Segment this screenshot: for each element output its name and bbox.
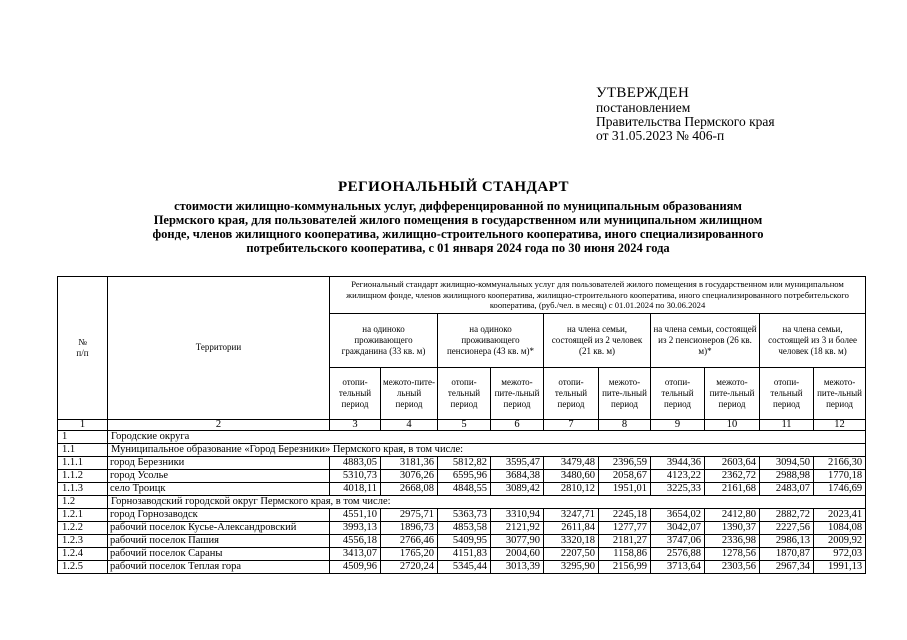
column-number-row <box>58 419 866 430</box>
value-cell: 1870,87 <box>760 547 814 560</box>
row-code: 1.2 <box>58 495 108 508</box>
row-territory: Муниципальное образование «Город Березники» Пермского края, в том числе: <box>108 443 866 456</box>
row-territory: село Троицк <box>108 482 330 495</box>
value-cell: 3684,38 <box>491 469 544 482</box>
value-cell: 3094,50 <box>760 456 814 469</box>
document-title: РЕГИОНАЛЬНЫЙ СТАНДАРТ <box>337 179 570 195</box>
value-cell: 2121,92 <box>491 521 544 534</box>
value-cell: 1390,37 <box>705 521 760 534</box>
table-row <box>58 508 866 521</box>
row-code: 1.2.1 <box>58 508 108 521</box>
value-cell: 4883,05 <box>330 456 381 469</box>
value-cell: 3076,26 <box>381 469 438 482</box>
header-interheating-period: межото-пите-льный период <box>599 367 651 419</box>
value-cell: 4123,22 <box>651 469 705 482</box>
header-heating-period: отопи-тельный период <box>544 367 599 419</box>
tariff-table-body <box>58 430 866 573</box>
value-cell: 2603,64 <box>705 456 760 469</box>
value-cell: 2988,98 <box>760 469 814 482</box>
value-cell: 2362,72 <box>705 469 760 482</box>
value-cell: 1278,56 <box>705 547 760 560</box>
header-heating-period: отопи-тельный период <box>651 367 705 419</box>
value-cell: 5345,44 <box>438 560 491 573</box>
table-row <box>58 547 866 560</box>
row-territory: рабочий поселок Пашия <box>108 534 330 547</box>
row-territory: рабочий поселок Кусье-Александровский <box>108 521 330 534</box>
row-code: 1.2.2 <box>58 521 108 534</box>
value-cell: 5363,73 <box>438 508 491 521</box>
value-cell: 3077,90 <box>491 534 544 547</box>
value-cell: 3320,18 <box>544 534 599 547</box>
row-territory: город Горнозаводск <box>108 508 330 521</box>
header-heating-period: отопи-тельный период <box>330 367 381 419</box>
row-territory: город Усолье <box>108 469 330 482</box>
row-code: 1 <box>58 430 108 443</box>
subtitle-line: фонде, членов жилищного кооператива, жилищно-строительного кооператива, иного специализированного <box>152 227 764 241</box>
value-cell: 1158,86 <box>599 547 651 560</box>
section-row <box>58 443 866 456</box>
table-row <box>58 534 866 547</box>
value-cell: 2611,84 <box>544 521 599 534</box>
value-cell: 2967,34 <box>760 560 814 573</box>
approval-line-1: постановлением <box>596 100 691 115</box>
value-cell: 1765,20 <box>381 547 438 560</box>
row-territory: Горнозаводский городской округ Пермского края, в том числе: <box>108 495 866 508</box>
table-row <box>58 560 866 573</box>
value-cell: 3310,94 <box>491 508 544 521</box>
row-code: 1.1.3 <box>58 482 108 495</box>
value-cell: 2336,98 <box>705 534 760 547</box>
column-number-cell: 2 <box>108 419 330 430</box>
value-cell: 3993,13 <box>330 521 381 534</box>
approval-block <box>596 86 775 143</box>
value-cell: 3654,02 <box>651 508 705 521</box>
value-cell: 5310,73 <box>330 469 381 482</box>
section-row <box>58 430 866 443</box>
value-cell: 1277,77 <box>599 521 651 534</box>
row-code: 1.2.5 <box>58 560 108 573</box>
approval-line-2: Правительства Пермского края <box>596 114 775 129</box>
header-interheating-period: межото-пите-льный период <box>705 367 760 419</box>
value-cell: 2058,67 <box>599 469 651 482</box>
header-interheating-period: межото-пите-льный период <box>814 367 866 419</box>
subtitle-line: потребительского кооператива, с 01 января 2024 года по 30 июня 2024 года <box>246 241 670 255</box>
approval-heading: УТВЕРЖДЕН <box>596 85 690 101</box>
value-cell: 2245,18 <box>599 508 651 521</box>
column-number-cell: 4 <box>381 419 438 430</box>
value-cell: 1746,69 <box>814 482 866 495</box>
header-category-family-2: на члена семьи, состоящей из 2 человек (21 кв. м) <box>544 313 651 367</box>
value-cell: 4848,55 <box>438 482 491 495</box>
value-cell: 6595,96 <box>438 469 491 482</box>
value-cell: 2882,72 <box>760 508 814 521</box>
column-number-cell: 8 <box>599 419 651 430</box>
value-cell: 3181,36 <box>381 456 438 469</box>
value-cell: 2303,56 <box>705 560 760 573</box>
value-cell: 3944,36 <box>651 456 705 469</box>
value-cell: 1896,73 <box>381 521 438 534</box>
table-row <box>58 469 866 482</box>
value-cell: 3479,48 <box>544 456 599 469</box>
value-cell: 2720,24 <box>381 560 438 573</box>
section-row <box>58 495 866 508</box>
value-cell: 2483,07 <box>760 482 814 495</box>
value-cell: 3713,64 <box>651 560 705 573</box>
value-cell: 4551,10 <box>330 508 381 521</box>
value-cell: 3042,07 <box>651 521 705 534</box>
column-number-cell: 1 <box>58 419 108 430</box>
header-category-single: на одиноко проживающего гражданина (33 кв. м) <box>330 313 438 367</box>
value-cell: 1951,01 <box>599 482 651 495</box>
value-cell: 2207,50 <box>544 547 599 560</box>
column-number-cell: 10 <box>705 419 760 430</box>
column-number-cell: 5 <box>438 419 491 430</box>
value-cell: 3413,07 <box>330 547 381 560</box>
row-territory: Городские округа <box>108 430 866 443</box>
value-cell: 2023,41 <box>814 508 866 521</box>
value-cell: 2396,59 <box>599 456 651 469</box>
value-cell: 4018,11 <box>330 482 381 495</box>
table-row <box>58 456 866 469</box>
row-code: 1.1.2 <box>58 469 108 482</box>
value-cell: 2227,56 <box>760 521 814 534</box>
column-number-cell: 6 <box>491 419 544 430</box>
row-code: 1.1.1 <box>58 456 108 469</box>
value-cell: 4853,58 <box>438 521 491 534</box>
row-territory: рабочий поселок Теплая гора <box>108 560 330 573</box>
column-number-cell: 11 <box>760 419 814 430</box>
value-cell: 2766,46 <box>381 534 438 547</box>
value-cell: 1770,18 <box>814 469 866 482</box>
header-heating-period: отопи-тельный период <box>438 367 491 419</box>
approval-line-3: от 31.05.2023 № 406-п <box>596 128 725 143</box>
header-territory: Территории <box>108 277 330 420</box>
row-code: 1.2.3 <box>58 534 108 547</box>
header-category-pensioners-2: на члена семьи, состоящей из 2 пенсионеров (26 кв. м)* <box>651 313 760 367</box>
document-subtitle <box>68 199 848 255</box>
column-number-cell: 9 <box>651 419 705 430</box>
value-cell: 3225,33 <box>651 482 705 495</box>
row-territory: город Березники <box>108 456 330 469</box>
header-category-pensioner: на одиноко проживающего пенсионера (43 кв. м)* <box>438 313 544 367</box>
value-cell: 3013,39 <box>491 560 544 573</box>
value-cell: 5409,95 <box>438 534 491 547</box>
value-cell: 2156,99 <box>599 560 651 573</box>
value-cell: 3247,71 <box>544 508 599 521</box>
table-row <box>58 482 866 495</box>
value-cell: 2986,13 <box>760 534 814 547</box>
row-territory: рабочий поселок Сараны <box>108 547 330 560</box>
header-number: № п/п <box>58 277 108 420</box>
value-cell: 4151,83 <box>438 547 491 560</box>
value-cell: 2166,30 <box>814 456 866 469</box>
tariff-table <box>57 276 866 574</box>
subtitle-line: Пермского края, для пользователей жилого помещения в государственном или муниципальном жилищном <box>153 213 763 227</box>
column-number-cell: 7 <box>544 419 599 430</box>
value-cell: 1991,13 <box>814 560 866 573</box>
row-code: 1.2.4 <box>58 547 108 560</box>
value-cell: 5812,82 <box>438 456 491 469</box>
value-cell: 2181,27 <box>599 534 651 547</box>
value-cell: 3480,60 <box>544 469 599 482</box>
row-code: 1.1 <box>58 443 108 456</box>
value-cell: 4509,96 <box>330 560 381 573</box>
header-interheating-period: межото-пите-льный период <box>381 367 438 419</box>
table-row <box>58 521 866 534</box>
value-cell: 2668,08 <box>381 482 438 495</box>
header-category-family-3plus: на члена семьи, состоящей из 3 и более человек (18 кв. м) <box>760 313 866 367</box>
value-cell: 2975,71 <box>381 508 438 521</box>
value-cell: 2004,60 <box>491 547 544 560</box>
header-group: Региональный стандарт жилищно-коммунальных услуг для пользователей жилого помещения в государственном или муниципальном жилищном фонде, членов жилищного кооператива, жилищно-строительного кооператива, иного специализированного потребительского кооператива, (руб./чел. в месяц) с 01.01.2024 по 30.06.2024 <box>330 277 866 314</box>
value-cell: 2009,92 <box>814 534 866 547</box>
value-cell: 2412,80 <box>705 508 760 521</box>
value-cell: 972,03 <box>814 547 866 560</box>
value-cell: 2810,12 <box>544 482 599 495</box>
value-cell: 3747,06 <box>651 534 705 547</box>
value-cell: 3295,90 <box>544 560 599 573</box>
value-cell: 2576,88 <box>651 547 705 560</box>
value-cell: 2161,68 <box>705 482 760 495</box>
value-cell: 3089,42 <box>491 482 544 495</box>
subtitle-line: стоимости жилищно-коммунальных услуг, дифференцированной по муниципальным образованиям <box>174 199 742 213</box>
header-interheating-period: межото-пите-льный период <box>491 367 544 419</box>
value-cell: 3595,47 <box>491 456 544 469</box>
column-number-cell: 3 <box>330 419 381 430</box>
column-number-cell: 12 <box>814 419 866 430</box>
header-heating-period: отопи-тельный период <box>760 367 814 419</box>
value-cell: 1084,08 <box>814 521 866 534</box>
value-cell: 4556,18 <box>330 534 381 547</box>
